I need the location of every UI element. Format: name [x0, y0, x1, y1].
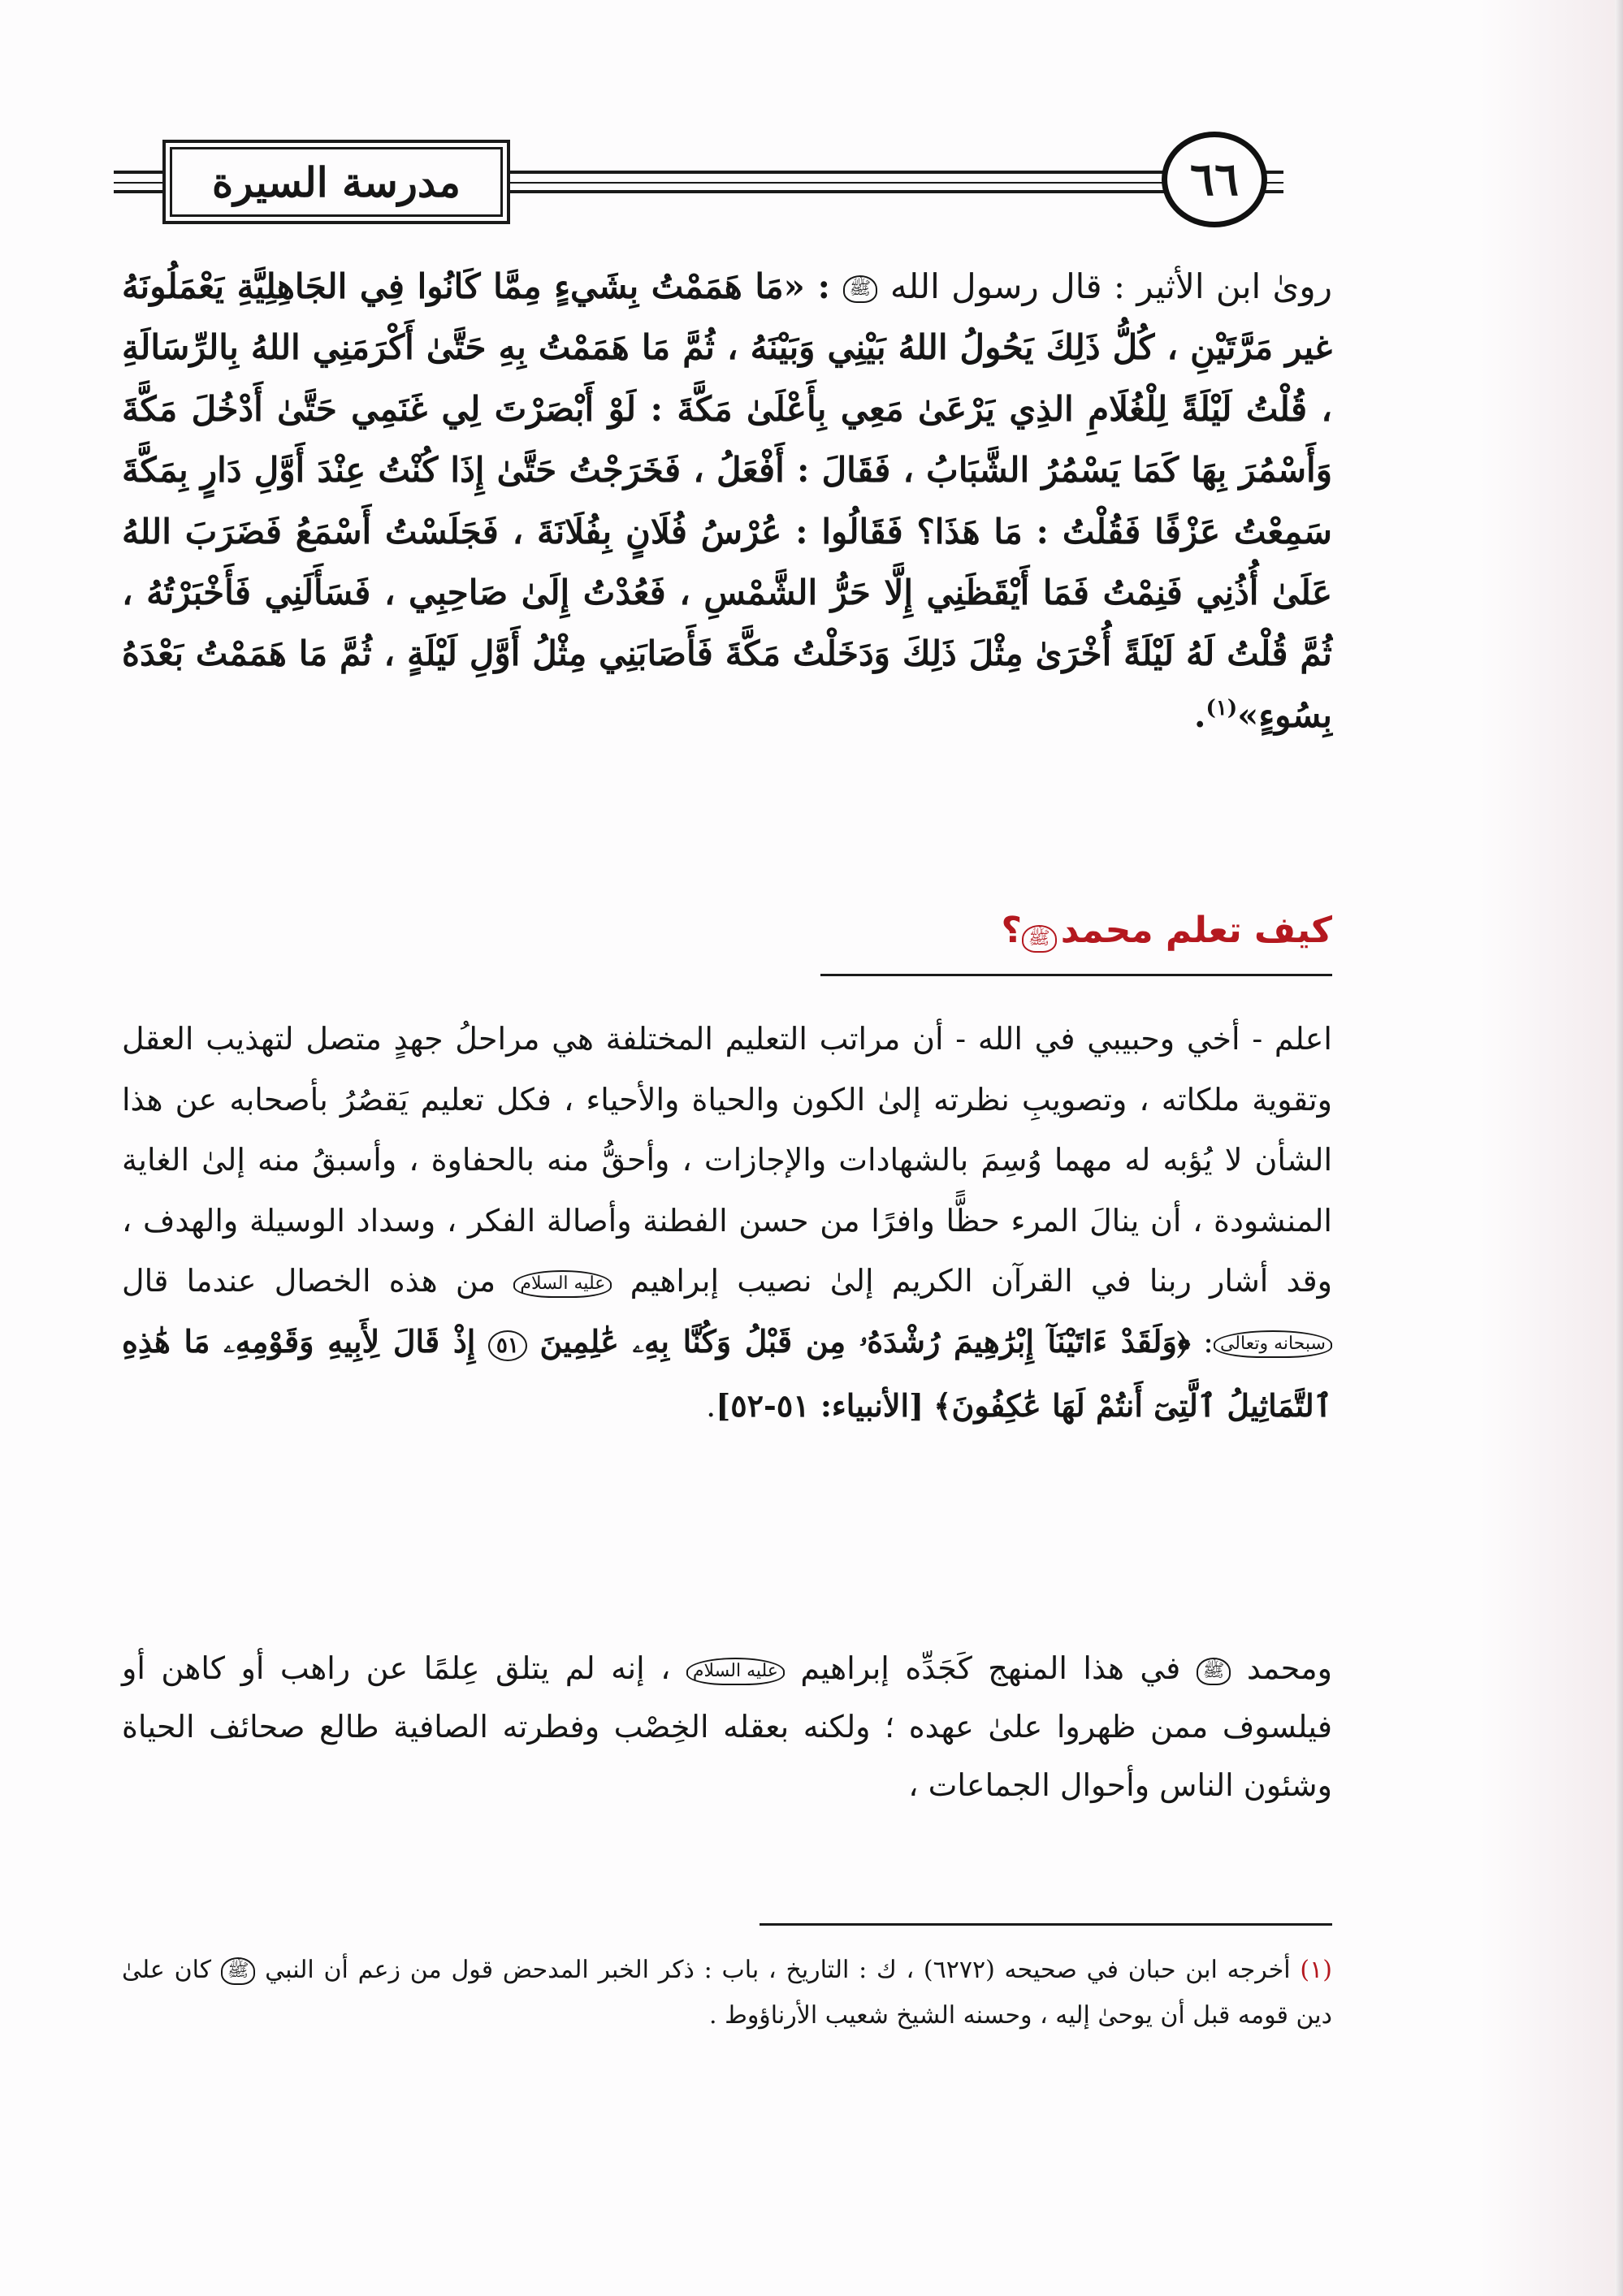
salla-symbol-icon: ﷺ [221, 1957, 256, 1985]
quran-citation: [الأنبياء: ٥١-٥٢] [716, 1387, 924, 1424]
page-bleed-shading [1477, 0, 1615, 2296]
footnote-text: أخرجه ابن حبان في صحيحه (٦٢٧٢) ، ك : التاريخ ، باب : ذكر الخبر المدحض قول من زعم أن النبي [265, 1956, 1291, 1984]
paragraph-end-mark: . [706, 1388, 716, 1424]
paragraph-text: ومحمد [1246, 1650, 1332, 1686]
salla-symbol-icon: ﷺ [843, 275, 878, 303]
hadith-text: «مَا هَمَمْتُ بِشَيءٍ مِمَّا كَانُوا فِي الجَاهِلِيَّةِ يَعْمَلُونَهُ غير مَرَّتَيْنِ ، كُلُّ ذَلِكَ يَحُولُ اللهُ بَيْنِي وَبَيْنَهُ ، ثُمَّ مَا هَمَمْتُ بِهِ حَتَّىٰ أَكْرَمَنِي اللهُ بِالرِّسَالَةِ ، قُلْتُ لَيْلَةً لِلْغُلَامِ الذِي يَرْعَىٰ مَعِي بِأَعْلَىٰ مَكَّةَ : لَوْ أَبْصَرْتَ لِي غَنَمِي حَتَّىٰ أَدْخُلَ مَكَّةَ وَأَسْمُرَ بِهَا كَمَا يَسْمُرُ الشَّبَابُ ، فَقَالَ : أَفْعَلُ ، فَخَرَجْتُ حَتَّىٰ إِذَا كُنْتُ عِنْدَ أَوَّلِ دَارٍ بِمَكَّةَ سَمِعْتُ عَزْفًا فَقُلْتُ : مَا هَذَا؟ فَقَالُوا : عُرْسُ فُلَانٍ بِفُلَانَةَ ، فَجَلَسْتُ أَسْمَعُ فَضَرَبَ اللهُ عَلَىٰ أُذُنِي فَنِمْتُ فَمَا أَيْقَظَنِي إِلَّا حَرُّ الشَّمْسِ ، فَعُدْتُ إِلَىٰ صَاحِبِي ، فَسَأَلَنِي فَأَخْبَرْتُهُ ، ثُمَّ قُلْتُ لَهُ لَيْلَةً أُخْرَىٰ مِثْلَ ذَلِكَ وَدَخَلْتُ مَكَّةَ فَأَصَابَنِي مِثْلُ أَوَّلِ لَيْلَةٍ ، ثُمَّ مَا هَمَمْتُ بَعْدَهُ بِسُوءٍ» [122, 266, 1332, 735]
footnote-reference: (١) [1205, 695, 1238, 720]
narration-intro: روىٰ ابن الأثير : قال رسول الله [889, 266, 1332, 306]
book-title: مدرسة السيرة [212, 158, 461, 206]
hadith-paragraph: روىٰ ابن الأثير : قال رسول الله ﷺ : «مَا هَمَمْتُ بِشَيءٍ مِمَّا كَانُوا فِي الجَاهِلِيَّةِ يَعْمَلُونَهُ غير مَرَّتَيْنِ ، كُلُّ ذَلِكَ يَحُولُ اللهُ بَيْنِي وَبَيْنَهُ ، ثُمَّ مَا هَمَمْتُ بِهِ حَتَّىٰ أَكْرَمَنِي اللهُ بِالرِّسَالَةِ ، قُلْتُ لَيْلَةً لِلْغُلَامِ الذِي يَرْعَىٰ مَعِي بِأَعْلَىٰ مَكَّةَ : لَوْ أَبْصَرْتَ لِي غَنَمِي حَتَّىٰ أَدْخُلَ مَكَّةَ وَأَسْمُرَ بِهَا كَمَا يَسْمُرُ الشَّبَابُ ، فَقَالَ : أَفْعَلُ ، فَخَرَجْتُ حَتَّىٰ إِذَا كُنْتُ عِنْدَ أَوَّلِ دَارٍ بِمَكَّةَ سَمِعْتُ عَزْفًا فَقُلْتُ : مَا هَذَا؟ فَقَالُوا : عُرْسُ فُلَانٍ بِفُلَانَةَ ، فَجَلَسْتُ أَسْمَعُ فَضَرَبَ اللهُ عَلَىٰ أُذُنِي فَنِمْتُ فَمَا أَيْقَظَنِي إِلَّا حَرُّ الشَّمْسِ ، فَعُدْتُ إِلَىٰ صَاحِبِي ، فَسَأَلَنِي فَأَخْبَرْتُهُ ، ثُمَّ قُلْتُ لَهُ لَيْلَةً أُخْرَىٰ مِثْلَ ذَلِكَ وَدَخَلْتُ مَكَّةَ فَأَصَابَنِي مِثْلُ أَوَّلِ لَيْلَةٍ ، ثُمَّ مَا هَمَمْتُ بَعْدَهُ بِسُوءٍ»$^{(١)}$. [122, 266, 1332, 735]
alayhi-salam-symbol-icon: عليه السلام [513, 1270, 612, 1298]
header-title-frame [162, 140, 510, 224]
page-number: ٦٦ [1189, 153, 1240, 206]
alayhi-salam-symbol-icon: عليه السلام [686, 1658, 785, 1685]
footnote-number: (١) [1300, 1956, 1332, 1984]
footnote-text: كان علىٰ دين قومه قبل أن يوحىٰ إليه ، وحسنه الشيخ شعيب الأرناؤوط . [122, 1956, 1332, 2030]
ayah-number-marker: ٥١ [488, 1330, 527, 1361]
paragraph-end-mark: . [1193, 694, 1206, 735]
running-header [114, 122, 1283, 236]
section-heading-question-mark: ؟ [1001, 910, 1023, 951]
section-heading [820, 910, 1332, 966]
paragraph-text: ، إنه لم يتلق عِلمًا عن راهب أو كاهن أو فيلسوف ممن ظهروا علىٰ عهده ؛ ولكنه بعقله الخِصْب وفطرته الصافية طالع صحائف الحياة وشئون الناس وأحوال الجماعات ، [122, 1650, 1332, 1803]
paragraph-text: في هذا المنهج كَجَدِّه إبراهيم [800, 1650, 1181, 1686]
section-heading-text: كيف تعلم محمد [1060, 910, 1332, 951]
footnote [122, 1948, 1332, 2039]
subhanahu-symbol-icon: سبحانه وتعالى [1214, 1330, 1332, 1358]
quran-verse: إِذْ قَالَ لِأَبِيهِ وَقَوْمِهِۦ مَا هَٰذِهِ ٱلتَّمَاثِيلُ ٱلَّتِىٓ أَنتُمْ لَهَا عَٰكِفُونَ﴾ [122, 1322, 1332, 1424]
heading-underline [820, 974, 1332, 976]
colon: : [1203, 1323, 1214, 1360]
body-paragraph [122, 1639, 1332, 1814]
salla-symbol-icon: ﷺ [1197, 1658, 1231, 1685]
quran-verse: ﴿وَلَقَدْ ءَاتَيْنَآ إِبْرَٰهِيمَ رُشْدَهُۥ مِن قَبْلُ وَكُنَّا بِهِۦ عَٰلِمِينَ [539, 1322, 1191, 1360]
page-edge [1615, 0, 1623, 2296]
salla-symbol-icon: ﷺ [1022, 925, 1057, 953]
page-number-badge [1162, 132, 1267, 227]
footnote-separator [760, 1923, 1332, 1926]
body-paragraph [122, 1009, 1332, 1437]
paragraph-text: من هذه الخصال عندما قال [122, 1263, 496, 1299]
paragraph-text: اعلم - أخي وحبيبي في الله - أن مراتب التعليم المختلفة هي مراحلُ جهدٍ متصل لتهذيب العقل وتقوية ملكاته ، وتصويبِ نظرته إلىٰ الكون والحياة والأحياء ، فكل تعليم يَقصُرُ بأصحابه عن هذا الشأن لا يُؤبه له مهما وُسِمَ بالشهادات والإجازات ، وأحقُّ منه بالحفاوة ، وأسبقُ منه إلىٰ الغاية المنشودة ، أن ينالَ المرء حظًّا وافرًا من حسن الفطنة وأصالة الفكر ، وسداد الوسيلة والهدف ، وقد أشار ربنا في القرآن الكريم إلىٰ نصيب إبراهيم [122, 1021, 1333, 1299]
